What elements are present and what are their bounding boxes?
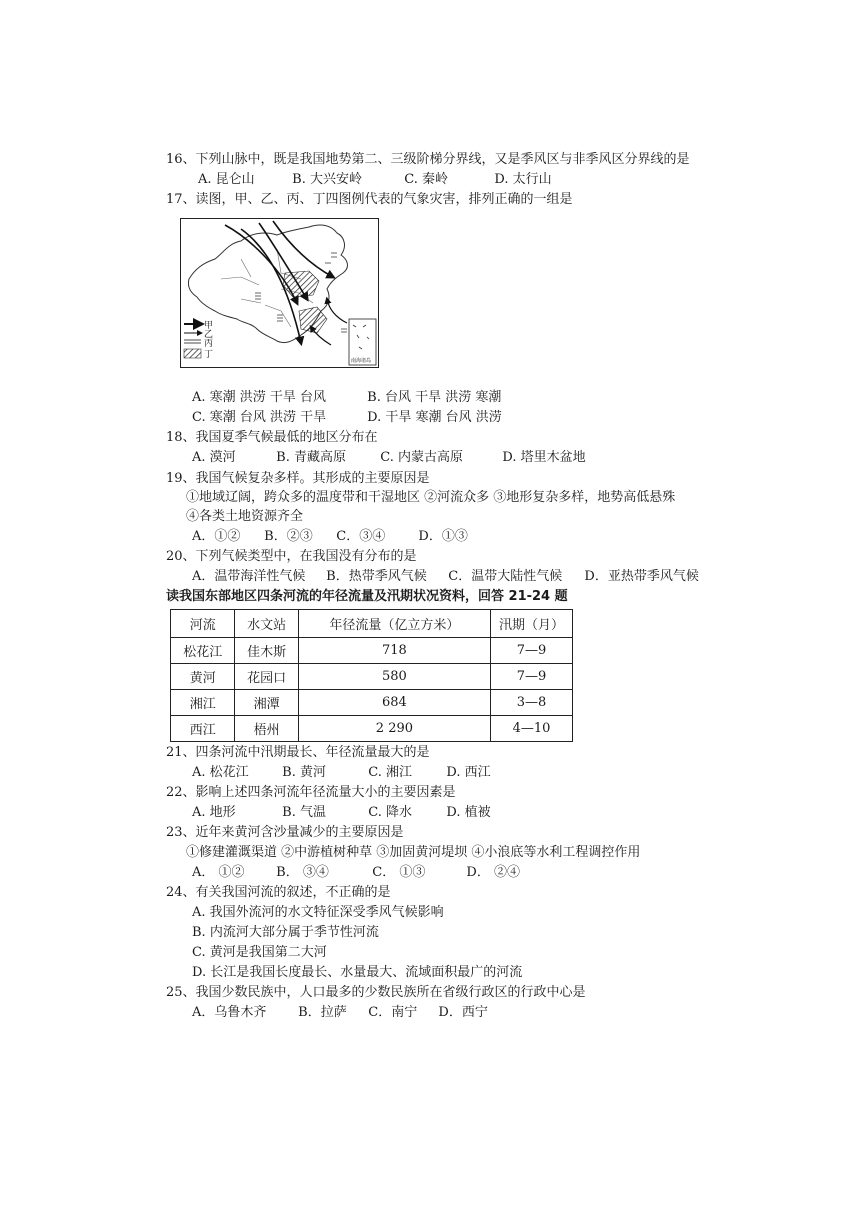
q25-option-c: C．南宁 <box>368 1005 418 1020</box>
q20-option-a: A．温带海洋性气候 <box>192 569 306 584</box>
table-header-flood: 汛期（月） <box>491 610 573 638</box>
q17-stem: 17、读图，甲、乙、丙、丁四图例代表的气象灾害，排列正确的一组是 <box>166 192 573 207</box>
q21-option-b: B. 黄河 <box>282 765 326 780</box>
inset-label: 南海诸岛 <box>351 358 372 364</box>
legend-bing: 丙 <box>204 339 214 349</box>
table-cell: 梧州 <box>235 716 298 742</box>
q18-option-c: C. 内蒙古高原 <box>380 450 464 465</box>
q23-line1: ①修建灌溉渠道 ②中游植树种草 ③加固黄河堤坝 ④小浪底等水利工程调控作用 <box>186 845 641 860</box>
q19-option-a: A．①② <box>192 529 241 544</box>
q21-stem: 21、四条河流中汛期最长、年径流量最大的是 <box>166 745 430 760</box>
q20-options <box>192 569 699 585</box>
q24-option-a: A. 我国外流河的水文特征深受季风气候影响 <box>192 905 444 920</box>
legend-jia: 甲 <box>204 321 214 331</box>
q23-options <box>192 865 520 881</box>
q17-options-row2 <box>192 410 502 426</box>
q25-option-a: A．乌鲁木齐 <box>192 1005 267 1020</box>
q18-option-d: D. 塔里木盆地 <box>502 450 586 465</box>
q25-option-b: B．拉萨 <box>298 1005 347 1020</box>
legend-ding: 丁 <box>204 350 214 360</box>
hatched-region-north <box>283 271 319 297</box>
table-cell: 718 <box>298 638 490 664</box>
q19-stem: 19、我国气候复杂多样。其形成的主要原因是 <box>166 471 430 486</box>
q23-option-c: C． ①③ <box>372 865 426 880</box>
table-cell: 4—10 <box>491 716 573 742</box>
table-cell: 花园口 <box>235 664 298 690</box>
q22-option-b: B. 气温 <box>282 805 326 820</box>
q17-option-d: D. 干旱 寒潮 台风 洪涝 <box>367 410 502 425</box>
table-cell: 湘江 <box>171 690 235 716</box>
q18-stem: 18、我国夏季气候最低的地区分布在 <box>166 430 378 445</box>
arrow-3 <box>273 221 333 277</box>
table-header-row <box>171 610 573 638</box>
q18-option-b: B. 青藏高原 <box>276 450 346 465</box>
legend-yi: 乙 <box>204 330 214 340</box>
q17-options-row1 <box>192 390 501 406</box>
table-row <box>171 690 573 716</box>
q20-option-b: B．热带季风气候 <box>326 569 427 584</box>
q25-options <box>192 1005 488 1021</box>
river-runoff-table <box>170 609 573 742</box>
q16-stem: 16、下列山脉中，既是我国地势第二、三级阶梯分界线，又是季风区与非季风区分界线的是 <box>166 152 690 167</box>
q19-option-d: D．①③ <box>418 529 468 544</box>
q16-option-a: A. 昆仑山 <box>198 172 255 187</box>
china-weather-disaster-map <box>180 218 379 368</box>
q24-option-c: C. 黄河是我国第二大河 <box>192 945 327 960</box>
q19-line1: ①地域辽阔，跨众多的温度带和干湿地区 ②河流众多 ③地形复杂多样，地势高低悬殊 <box>186 490 676 505</box>
map-legend <box>184 320 213 360</box>
q18-options <box>192 450 586 466</box>
q19-option-b: B．②③ <box>264 529 313 544</box>
q22-stem: 22、影响上述四条河流年径流量大小的主要因素是 <box>166 785 456 800</box>
table-cell: 580 <box>298 664 490 690</box>
q18-option-a: A. 漠河 <box>192 450 236 465</box>
q24-stem: 24、有关我国河流的叙述，不正确的是 <box>166 885 391 900</box>
table-cell: 3—8 <box>491 690 573 716</box>
table-cell: 7—9 <box>491 638 573 664</box>
table-header-station: 水文站 <box>235 610 298 638</box>
q19-options <box>192 529 468 545</box>
table-cell: 7—9 <box>491 664 573 690</box>
q17-option-a: A. 寒潮 洪涝 干旱 台风 <box>192 390 327 405</box>
q23-stem: 23、近年来黄河含沙量减少的主要原因是 <box>166 825 404 840</box>
q24-option-b: B. 内流河大部分属于季节性河流 <box>192 925 379 940</box>
q22-options <box>192 805 491 821</box>
q25-stem: 25、我国少数民族中，人口最多的少数民族所在省级行政区的行政中心是 <box>166 985 586 1000</box>
q20-option-d: D．亚热带季风气候 <box>584 569 699 584</box>
q16-option-b: B. 大兴安岭 <box>292 172 362 187</box>
table-row <box>171 638 573 664</box>
table-cell: 松花江 <box>171 638 235 664</box>
q19-line2: ④各类土地资源齐全 <box>186 509 304 524</box>
table-row <box>171 716 573 742</box>
table-row <box>171 664 573 690</box>
table-cell: 湘潭 <box>235 690 298 716</box>
q16-option-d: D. 太行山 <box>494 172 552 187</box>
table-cell: 黄河 <box>171 664 235 690</box>
q20-stem: 20、下列气候类型中，在我国没有分布的是 <box>166 549 417 564</box>
q17-option-b: B. 台风 干旱 洪涝 寒潮 <box>367 390 502 405</box>
south-china-sea-inset <box>349 319 376 365</box>
q16-options <box>198 172 552 188</box>
q25-option-d: D．西宁 <box>438 1005 488 1020</box>
map-figure <box>181 219 378 367</box>
q22-option-a: A. 地形 <box>192 805 236 820</box>
q23-option-b: B． ③④ <box>276 865 329 880</box>
q20-option-c: C．温带大陆性气候 <box>448 569 563 584</box>
table-cell: 684 <box>298 690 490 716</box>
q23-option-a: A． ①② <box>192 865 245 880</box>
table-intro: 读我国东部地区四条河流的年径流量及汛期状况资料，回答 21-24 题 <box>166 589 568 604</box>
table-cell: 2 290 <box>298 716 490 742</box>
q22-option-c: C. 降水 <box>368 805 413 820</box>
q22-option-d: D. 植被 <box>446 805 491 820</box>
table-header-river: 河流 <box>171 610 235 638</box>
q16-option-c: C. 秦岭 <box>404 172 449 187</box>
q24-option-d: D. 长江是我国长度最长、水量最大、流域面积最广的河流 <box>192 965 523 980</box>
q17-option-c: C. 寒潮 台风 洪涝 干旱 <box>192 410 327 425</box>
q23-option-d: D． ②④ <box>466 865 520 880</box>
q21-option-c: C. 湘江 <box>368 765 413 780</box>
table-cell: 西江 <box>171 716 235 742</box>
q21-option-a: A. 松花江 <box>192 765 249 780</box>
q21-options <box>192 765 491 781</box>
q21-option-d: D. 西江 <box>446 765 491 780</box>
table-header-runoff: 年径流量（亿立方米） <box>298 610 490 638</box>
q19-option-c: C．③④ <box>336 529 386 544</box>
table-cell: 佳木斯 <box>235 638 298 664</box>
